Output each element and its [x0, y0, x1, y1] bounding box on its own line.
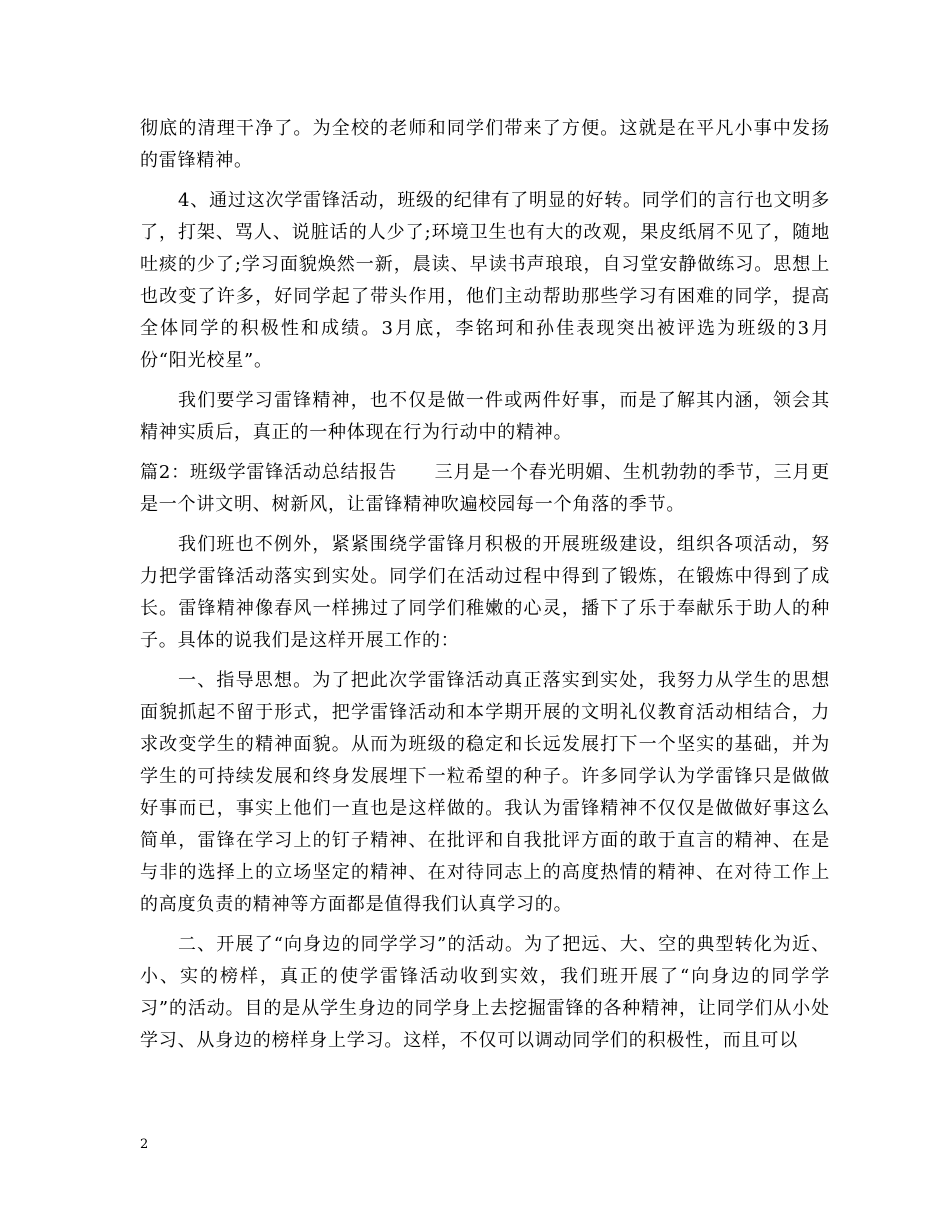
paragraph-7: 二、开展了“向身边的同学学习”的活动。为了把远、大、空的典型转化为近、小、实的榜样，真正的使学雷锋活动收到实效，我们班开展了“向身边的同学学习”的活动。目的是从学生身边的同学身上去挖掘雷锋的各种精神，让同学们从小处学习、从身边的榜样身上学习。这样，不仅可以调动同学们的积极性，而且可以: [140, 934, 830, 1051]
page-number: 2: [140, 1137, 149, 1152]
paragraph-4: 篇2：班级学雷锋活动总结报告 三月是一个春光明媚、生机勃勃的季节，三月更是一个讲文明、树新风，让雷锋精神吹遍校园每一个角落的季节。: [140, 462, 830, 515]
paragraph-6: 一、指导思想。为了把此次学雷锋活动真正落实到实处，我努力从学生的思想面貌抓起不留于形式，把学雷锋活动和本学期开展的文明礼仪教育活动相结合，力求改变学生的精神面貌。从而为班级的稳定和长远发展打下一个坚实的基础，并为学生的可持续发展和终身发展埋下一粒希望的种子。许多同学认为学雷锋只是做做好事而已，事实上他们一直也是这样做的。我认为雷锋精神不仅仅是做做好事这么简单，雷锋在学习上的钉子精神、在批评和自我批评方面的敢于直言的精神、在是与非的选择上的立场坚定的精神、在对待同志上的高度热情的精神、在对待工作上的高度负责的精神等方面都是值得我们认真学习的。: [140, 670, 830, 915]
paragraph-2: 4、通过这次学雷锋活动，班级的纪律有了明显的好转。同学们的言行也文明多了，打架、骂人、说脏话的人少了;环境卫生也有大的改观，果皮纸屑不见了，随地吐痰的少了;学习面貌焕然一新，晨读、早读书声琅琅，自习堂安静做练习。思想上也改变了许多，好同学起了带头作用，他们主动帮助那些学习有困难的同学，提高全体同学的积极性和成绩。3月底，李铭珂和孙佳表现突出被评选为班级的3月份“阳光校星”。: [140, 190, 830, 371]
paragraph-1: 彻底的清理干净了。为全校的老师和同学们带来了方便。这就是在平凡小事中发扬的雷锋精神。: [140, 118, 830, 171]
paragraph-5: 我们班也不例外，紧紧围绕学雷锋月积极的开展班级建设，组织各项活动，努力把学雷锋活动落实到实处。同学们在活动过程中得到了锻炼，在锻炼中得到了成长。雷锋精神像春风一样拂过了同学们稚嫩的心灵，播下了乐于奉献乐于助人的种子。具体的说我们是这样开展工作的：: [140, 534, 830, 651]
paragraph-3: 我们要学习雷锋精神，也不仅是做一件或两件好事，而是了解其内涵，领会其精神实质后，真正的一种体现在行为行动中的精神。: [140, 390, 830, 443]
body-text: [140, 113, 830, 1065]
